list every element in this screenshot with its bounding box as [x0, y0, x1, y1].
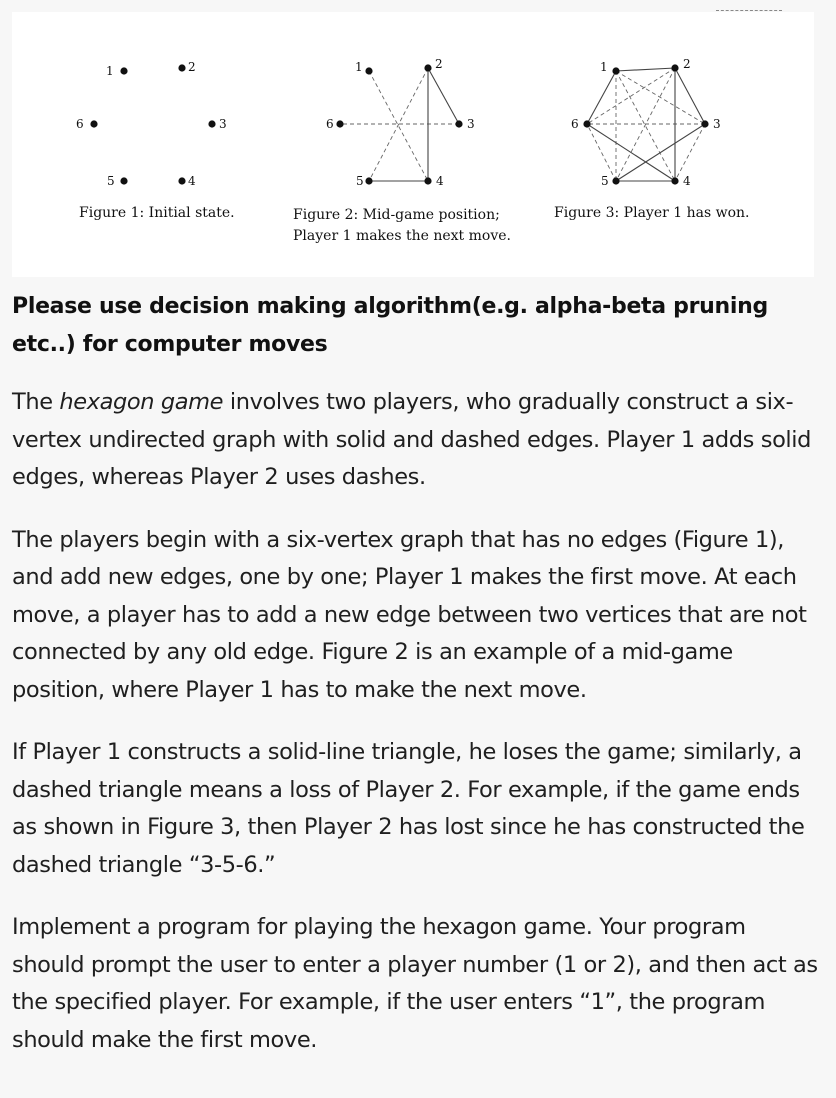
vertex-label-5: 5 — [356, 174, 364, 188]
question-content — [12, 288, 818, 1084]
paragraph-rules — [12, 522, 818, 710]
dashed-edge-5-6 — [587, 124, 616, 181]
paragraph-losing — [12, 734, 818, 884]
figure-2-caption-line: Figure 2: Mid-game position; — [293, 207, 500, 223]
vertex-3 — [701, 120, 708, 127]
paragraph-intro — [12, 384, 818, 497]
figure-3-graph — [571, 57, 721, 188]
solid-edge-3-5 — [616, 124, 705, 181]
figure-1-caption-line: Figure 1: Initial state. — [79, 205, 235, 221]
vertex-label-6: 6 — [571, 117, 579, 131]
dashed-edge-2-6 — [587, 68, 675, 124]
vertex-label-4: 4 — [436, 174, 444, 188]
vertex-label-4: 4 — [188, 174, 196, 188]
vertex-label-1: 1 — [106, 64, 114, 78]
italic-term: hexagon game — [59, 389, 224, 415]
vertex-label-2: 2 — [435, 57, 443, 71]
vertex-label-6: 6 — [326, 117, 334, 131]
vertex-4 — [424, 177, 431, 184]
vertex-label-2: 2 — [683, 57, 691, 71]
figure-2-caption — [293, 205, 511, 247]
vertex-5 — [612, 177, 619, 184]
text-span: The — [12, 389, 60, 415]
vertex-1 — [365, 67, 372, 74]
vertex-3 — [455, 120, 462, 127]
vertex-5 — [120, 177, 127, 184]
vertex-label-1: 1 — [355, 60, 363, 74]
text-span: If Player 1 constructs a solid-line triangle, he loses the game; similarly, a dashed triangle means a loss of Player 2. For example, if the game ends as shown in Figure 3, then Player 2 has lost since he has constructed the dashed triangle “3-5-6.” — [12, 739, 805, 878]
vertex-3 — [208, 120, 215, 127]
text-span: The players begin with a six-vertex graph that has no edges (Figure 1), and add new edges, one by one; Player 1 makes the first move. At each move, a player has to add a new edge between two vertices that are not connected by any old edge. Figure 2 is an example of a mid-game position, where Player 1 has to make the next move. — [12, 526, 807, 703]
vertex-label-2: 2 — [188, 60, 196, 74]
vertex-6 — [90, 120, 97, 127]
figure-3-caption-line: Figure 3: Player 1 has won. — [554, 205, 750, 221]
figure-1-caption — [79, 203, 235, 224]
vertex-6 — [336, 120, 343, 127]
vertex-5 — [365, 177, 372, 184]
vertex-4 — [178, 177, 185, 184]
figure-2-graph — [326, 57, 475, 188]
vertex-label-5: 5 — [601, 174, 609, 188]
solid-edge-1-6 — [587, 71, 616, 124]
vertex-label-4: 4 — [683, 174, 691, 188]
vertex-label-3: 3 — [713, 117, 721, 131]
solid-edge-1-2 — [616, 68, 675, 71]
figure-3-caption — [554, 203, 750, 224]
figure-2-caption-line: Player 1 makes the next move. — [293, 228, 511, 244]
solid-edge-2-3 — [428, 68, 459, 124]
vertex-2 — [424, 64, 431, 71]
figure-panel — [12, 12, 814, 277]
vertex-1 — [120, 67, 127, 74]
figure-1-graph — [76, 60, 227, 188]
vertex-label-1: 1 — [600, 60, 608, 74]
text-span: involves two players, who gradually construct a six-vertex undirected graph with solid and dashed edges. Player 1 adds solid edges, whereas Player 2 uses dashes. — [12, 389, 812, 490]
vertex-label-5: 5 — [107, 174, 115, 188]
vertex-2 — [178, 64, 185, 71]
solid-edge-4-6 — [587, 124, 675, 181]
dashed-edge-1-3 — [616, 71, 705, 124]
vertex-1 — [612, 67, 619, 74]
vertex-label-6: 6 — [76, 117, 84, 131]
text-span: Implement a program for playing the hexagon game. Your program should prompt the user to enter a player number (1 or 2), and then act as the specified player. For example, if the user enters “1”, the program should make the first move. — [12, 914, 818, 1053]
vertex-2 — [671, 64, 678, 71]
vertex-4 — [671, 177, 678, 184]
solid-edge-2-3 — [675, 68, 705, 124]
paragraph-task — [12, 909, 818, 1059]
vertex-6 — [583, 120, 590, 127]
vertex-label-3: 3 — [219, 117, 227, 131]
vertex-label-3: 3 — [467, 117, 475, 131]
instruction-heading: Please use decision making algorithm(e.g. alpha-beta pruning etc..) for computer moves — [12, 294, 768, 357]
dashed-edge-3-4 — [675, 124, 705, 181]
